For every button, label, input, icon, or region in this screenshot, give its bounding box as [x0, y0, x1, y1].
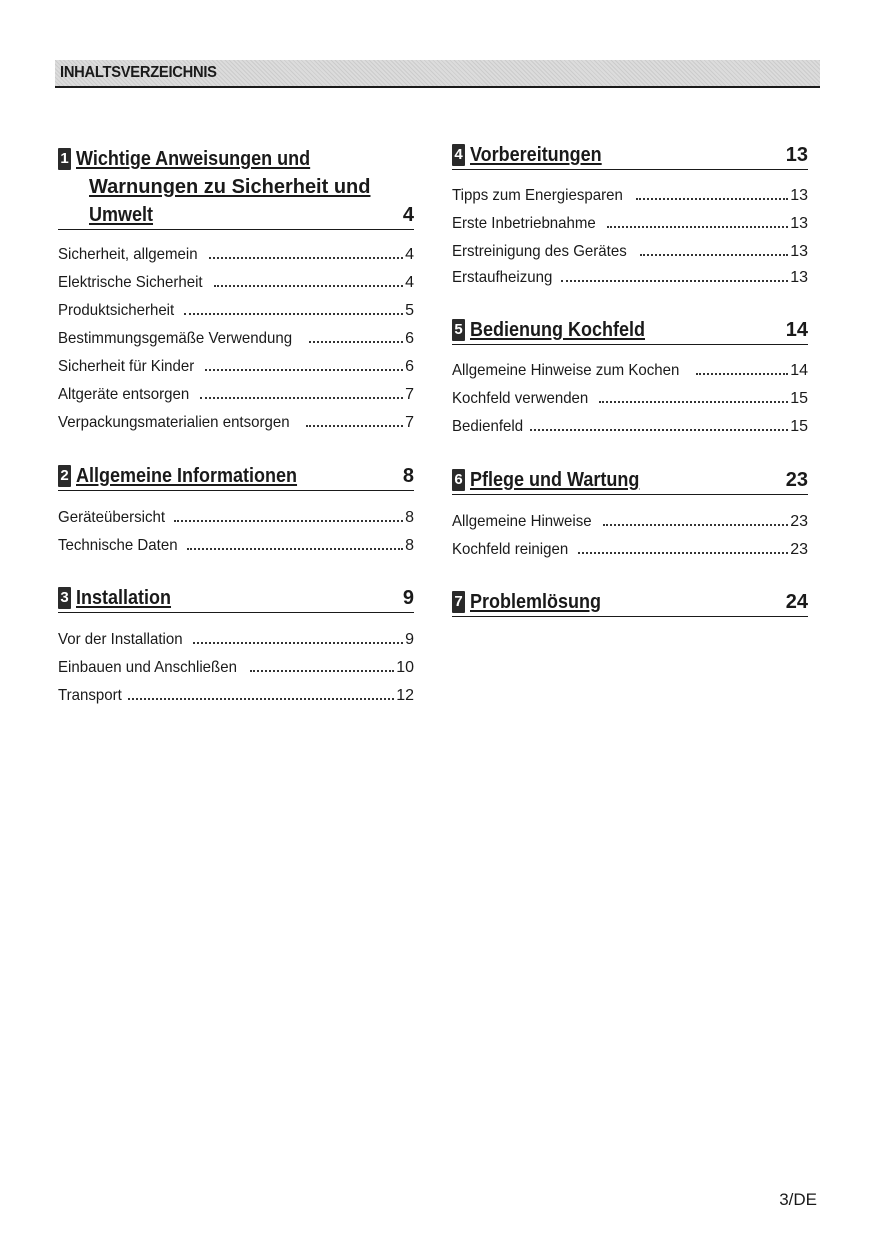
toc-entry[interactable] [452, 266, 808, 290]
entry-label: Sicherheit für Kinder [58, 358, 195, 375]
dot-leader [187, 548, 403, 550]
toc-section-5[interactable] [452, 316, 808, 441]
entry-page: 4 [405, 274, 414, 291]
dot-leader [205, 369, 403, 371]
section-number-badge: 1 [58, 148, 71, 170]
toc-section-2[interactable] [58, 462, 414, 560]
dot-leader [599, 401, 788, 403]
entry-label: Erstreinigung des Gerätes [452, 243, 627, 260]
toc-entry[interactable] [58, 325, 414, 353]
toc-entry[interactable] [58, 381, 414, 409]
toc-entry[interactable] [58, 504, 414, 532]
toc-entry[interactable] [58, 297, 414, 325]
entry-label: Vor der Installation [58, 631, 183, 648]
entry-page: 6 [405, 358, 414, 375]
dot-leader [561, 280, 788, 282]
entry-page: 5 [405, 302, 414, 319]
dot-leader [200, 397, 403, 399]
toc-entry[interactable] [58, 269, 414, 297]
entry-page: 15 [790, 390, 808, 407]
section-title: Installation [76, 587, 172, 609]
toc-right-column [452, 141, 808, 617]
section-page: 13 [785, 144, 808, 166]
entry-label: Verpackungsmaterialien entsorgen [58, 414, 290, 431]
entry-page: 12 [396, 687, 414, 704]
section-number-badge: 6 [452, 469, 465, 491]
entry-label: Kochfeld verwenden [452, 390, 589, 407]
dot-leader [214, 285, 403, 287]
entry-page: 8 [405, 509, 414, 526]
toc-entry[interactable] [58, 682, 414, 710]
entry-label: Technische Daten [58, 537, 178, 554]
section-title: Allgemeine Informationen [76, 465, 298, 487]
toc-entry[interactable] [452, 182, 808, 210]
dot-leader [607, 226, 788, 228]
toc-header-bar [55, 60, 820, 88]
entry-page: 10 [396, 659, 414, 676]
toc-section-6[interactable] [452, 466, 808, 564]
section-title: Problemlösung [470, 591, 602, 613]
toc-entry[interactable] [452, 210, 808, 238]
toc-entry[interactable] [452, 385, 808, 413]
entry-page: 8 [405, 537, 414, 554]
entry-page: 4 [405, 246, 414, 263]
toc-section-3[interactable] [58, 584, 414, 710]
section-title: Vorbereitungen [470, 144, 602, 166]
page-number: 3/DE [779, 1190, 817, 1209]
section-page: 14 [785, 319, 808, 341]
entry-page: 14 [790, 362, 808, 379]
section-page: 23 [785, 469, 808, 491]
section-number-badge: 3 [58, 587, 71, 609]
entry-label: Allgemeine Hinweise [452, 513, 592, 530]
section-page: 9 [402, 587, 414, 609]
toc-entry[interactable] [58, 654, 414, 682]
entry-label: Transport [58, 687, 122, 704]
dot-leader [640, 254, 788, 256]
entry-label: Produktsicherheit [58, 302, 175, 319]
toc-section-1[interactable] [58, 145, 414, 437]
toc-entry[interactable] [58, 532, 414, 560]
section-page: 4 [402, 204, 414, 226]
entry-page: 23 [790, 513, 808, 530]
dot-leader [603, 524, 789, 526]
toc-entry[interactable] [58, 353, 414, 381]
section-number-badge: 5 [452, 319, 465, 341]
entry-label: Altgeräte entsorgen [58, 386, 190, 403]
dot-leader [530, 429, 789, 431]
dot-leader [250, 670, 394, 672]
entry-page: 15 [790, 418, 808, 435]
dot-leader [578, 552, 789, 554]
toc-entry[interactable] [58, 409, 414, 437]
dot-leader [193, 642, 404, 644]
dot-leader [696, 373, 788, 375]
toc-entry[interactable] [452, 357, 808, 385]
entry-page: 6 [405, 330, 414, 347]
toc-entry[interactable] [452, 508, 808, 536]
toc-title: INHALTSVERZEICHNIS [60, 64, 217, 81]
dot-leader [306, 425, 403, 427]
entry-page: 7 [405, 414, 414, 431]
toc-section-7[interactable] [452, 588, 808, 617]
toc-section-4[interactable] [452, 141, 808, 290]
dot-leader [309, 341, 403, 343]
entry-label: Einbauen und Anschließen [58, 659, 237, 676]
toc-entry[interactable] [452, 536, 808, 564]
entry-page: 13 [790, 243, 808, 260]
section-title: Bedienung Kochfeld [470, 319, 646, 341]
section-number-badge: 7 [452, 591, 465, 613]
section-page: 8 [402, 465, 414, 487]
section-title-line-2: Warnungen zu Sicherheit und [89, 176, 371, 198]
entry-page: 23 [790, 541, 808, 558]
entry-label: Bestimmungsgemäße Verwendung [58, 330, 293, 347]
entry-label: Sicherheit, allgemein [58, 246, 198, 263]
entry-label: Erste Inbetriebnahme [452, 215, 596, 232]
toc-entry[interactable] [58, 626, 414, 654]
entry-label: Tipps zum Energiesparen [452, 187, 623, 204]
entry-label: Bedienfeld [452, 418, 524, 435]
entry-label: Geräteübersicht [58, 509, 166, 526]
toc-left-column [58, 145, 414, 710]
section-number-badge: 4 [452, 144, 465, 166]
entry-label: Allgemeine Hinweise zum Kochen [452, 362, 680, 379]
dot-leader [174, 520, 403, 522]
section-title-line-1: Wichtige Anweisungen und [76, 148, 311, 170]
entry-page: 7 [405, 386, 414, 403]
section-title: Pflege und Wartung [470, 469, 640, 491]
toc-entry[interactable] [452, 413, 808, 441]
dot-leader [128, 698, 394, 700]
dot-leader [184, 313, 403, 315]
toc-entry[interactable] [452, 238, 808, 266]
entry-label: Erstaufheizung [452, 269, 553, 286]
section-title-line-3: Umwelt [89, 204, 154, 226]
entry-page: 9 [405, 631, 414, 648]
entry-page: 13 [790, 215, 808, 232]
dot-leader [209, 257, 404, 259]
section-number-badge: 2 [58, 465, 71, 487]
entry-page: 13 [790, 187, 808, 204]
entry-label: Elektrische Sicherheit [58, 274, 203, 291]
entry-page: 13 [790, 269, 808, 286]
entry-label: Kochfeld reinigen [452, 541, 569, 558]
section-page: 24 [785, 591, 808, 613]
dot-leader [636, 198, 788, 200]
toc-entry[interactable] [58, 241, 414, 269]
